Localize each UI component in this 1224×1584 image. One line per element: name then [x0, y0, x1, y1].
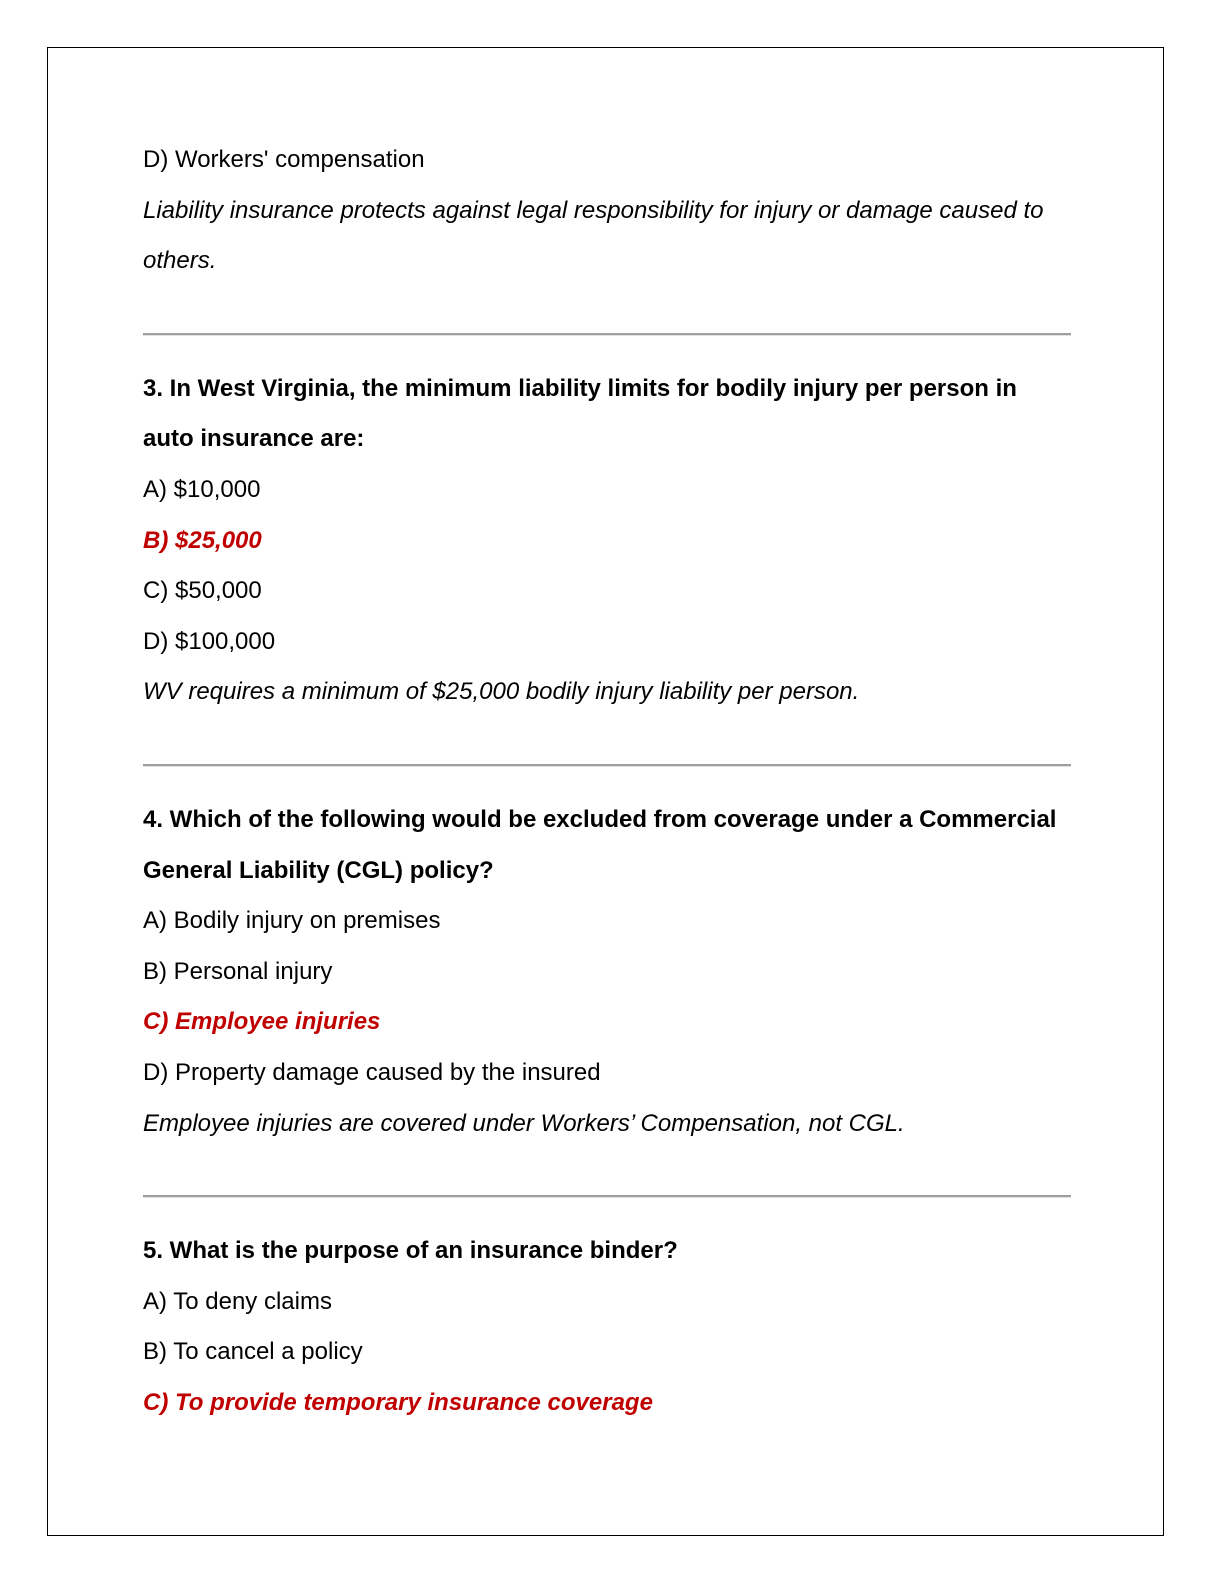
q5-question: 5. What is the purpose of an insurance binder? — [143, 1237, 678, 1265]
q5-option-b: B) To cancel a policy — [143, 1338, 363, 1366]
q3-option-a: A) $10,000 — [143, 475, 261, 503]
q3-explanation: WV requires a minimum of $25,000 bodily injury liability per person. — [143, 678, 860, 706]
q3-question: 3. In West Virginia, the minimum liability limits for bodily injury per person in auto insurance are: — [143, 374, 1017, 453]
q4-option-b: B) Personal injury — [143, 957, 333, 985]
q3-option-b-correct: B) $25,000 — [143, 526, 262, 554]
q5-option-a: A) To deny claims — [143, 1287, 332, 1315]
q5-option-c-correct: C) To provide temporary insurance coverage — [143, 1388, 653, 1416]
q3-option-d: D) $100,000 — [143, 627, 276, 655]
q4-option-d: D) Property damage caused by the insured — [143, 1058, 601, 1086]
document-content — [143, 135, 1073, 1428]
q2-explanation: Liability insurance protects against legal responsibility for injury or damage caused to others. — [143, 196, 1044, 275]
q4-option-c-correct: C) Employee injuries — [143, 1008, 381, 1036]
q4-explanation: Employee injuries are covered under Workers’ Compensation, not CGL. — [143, 1109, 905, 1137]
q2-option-d: D) Workers' compensation — [143, 146, 425, 173]
q4-option-a: A) Bodily injury on premises — [143, 907, 441, 935]
q3-option-c: C) $50,000 — [143, 577, 262, 605]
q4-question: 4. Which of the following would be excluded from coverage under a Commercial General Liability (CGL) policy? — [143, 805, 1057, 884]
